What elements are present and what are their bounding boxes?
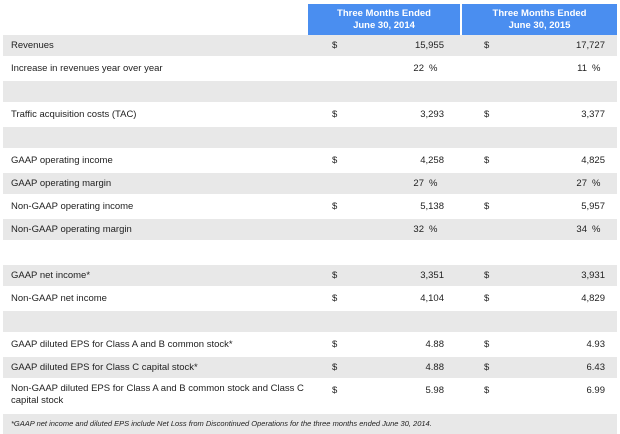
value-2015: 4,829 [581, 293, 605, 304]
row-label: Revenues [11, 40, 54, 51]
row-label: GAAP diluted EPS for Class C capital stock* [11, 362, 198, 373]
percent-sign: % [429, 178, 438, 189]
currency-symbol: $ [332, 362, 338, 373]
value-2015: 11 [577, 63, 587, 74]
value-2015: 4,825 [581, 155, 605, 166]
value-2014: 4,258 [420, 155, 444, 166]
table-header [3, 4, 617, 35]
value-2014: 32 [413, 224, 424, 235]
currency-symbol: $ [332, 270, 338, 281]
row-label: Increase in revenues year over year [11, 63, 163, 74]
row-label: Traffic acquisition costs (TAC) [11, 109, 137, 120]
value-2015: 6.43 [586, 362, 605, 373]
row-label: Non-GAAP operating margin [11, 224, 132, 235]
currency-symbol: $ [484, 155, 490, 166]
column-header-2015-line2: June 30, 2015 [508, 19, 571, 31]
row-label: GAAP diluted EPS for Class A and B common stock* [11, 339, 233, 350]
value-2014: 4.88 [425, 339, 444, 350]
currency-symbol: $ [332, 155, 338, 166]
currency-symbol: $ [484, 109, 490, 120]
value-2014: 27 [413, 178, 424, 189]
table-row-gaap-eps-class-c [3, 357, 617, 380]
table-row-non-gaap-operating-margin [3, 219, 617, 242]
percent-sign: % [592, 224, 601, 235]
currency-symbol: $ [484, 362, 490, 373]
row-label: Non-GAAP operating income [11, 201, 134, 212]
table-row-non-gaap-net-income [3, 288, 617, 311]
percent-sign: % [592, 63, 601, 74]
currency-symbol: $ [484, 385, 490, 396]
spacer-row [3, 81, 617, 104]
value-2014: 15,955 [414, 40, 444, 51]
value-2015: 3,931 [581, 270, 605, 281]
percent-sign: % [592, 178, 601, 189]
table-row-gaap-operating-margin [3, 173, 617, 196]
table-row-revenue-growth [3, 58, 617, 81]
row-label: GAAP net income* [11, 270, 91, 281]
table-row-gaap-net-income [3, 265, 617, 288]
row-label: Non-GAAP net income [11, 293, 107, 304]
table-row-gaap-operating-income [3, 150, 617, 173]
value-2015: 6.99 [586, 385, 605, 396]
currency-symbol: $ [332, 385, 338, 396]
value-2015: 4.93 [586, 339, 605, 350]
value-2014: 22 [413, 63, 424, 74]
currency-symbol: $ [332, 109, 338, 120]
currency-symbol: $ [332, 339, 338, 350]
value-2014: 5,138 [420, 201, 444, 212]
value-2014: 3,293 [420, 109, 444, 120]
table-row-gaap-eps-class-a-b [3, 334, 617, 357]
value-2015: 27 [576, 178, 587, 189]
row-label: GAAP operating margin [11, 178, 112, 189]
spacer-row [3, 311, 617, 334]
percent-sign: % [429, 224, 438, 235]
value-2014: 4,104 [420, 293, 444, 304]
column-header-2014-line1: Three Months Ended [337, 7, 431, 19]
value-2014: 3,351 [420, 270, 444, 281]
table-row-non-gaap-operating-income [3, 196, 617, 219]
column-header-2014-line2: June 30, 2014 [353, 19, 415, 31]
column-header-2015-line1: Three Months Ended [492, 7, 587, 19]
column-header-2014 [308, 4, 460, 35]
value-2014: 4.88 [425, 362, 444, 373]
currency-symbol: $ [484, 40, 490, 51]
spacer-row [3, 242, 617, 265]
table-row-tac [3, 104, 617, 127]
currency-symbol: $ [484, 201, 490, 212]
value-2015: 5,957 [581, 201, 605, 212]
currency-symbol: $ [484, 270, 490, 281]
value-2015: 34 [576, 224, 587, 235]
value-2014: 5.98 [425, 385, 444, 396]
currency-symbol: $ [332, 40, 338, 51]
value-2015: 17,727 [575, 40, 605, 51]
table-row-revenues [3, 35, 617, 58]
row-label: Non-GAAP diluted EPS for Class A and B common stock and Class C capital stock [11, 383, 304, 406]
column-header-2015 [462, 4, 617, 35]
spacer-row [3, 127, 617, 150]
percent-sign: % [429, 63, 438, 74]
currency-symbol: $ [332, 201, 338, 212]
footnote: *GAAP net income and diluted EPS include Net Loss from Discontinued Operations for the three months ended June 30, 2014. [3, 414, 617, 434]
currency-symbol: $ [484, 293, 490, 304]
table-row-non-gaap-eps [3, 380, 617, 414]
value-2015: 3,377 [581, 109, 605, 120]
currency-symbol: $ [484, 339, 490, 350]
currency-symbol: $ [332, 293, 338, 304]
row-label: GAAP operating income [11, 155, 113, 166]
